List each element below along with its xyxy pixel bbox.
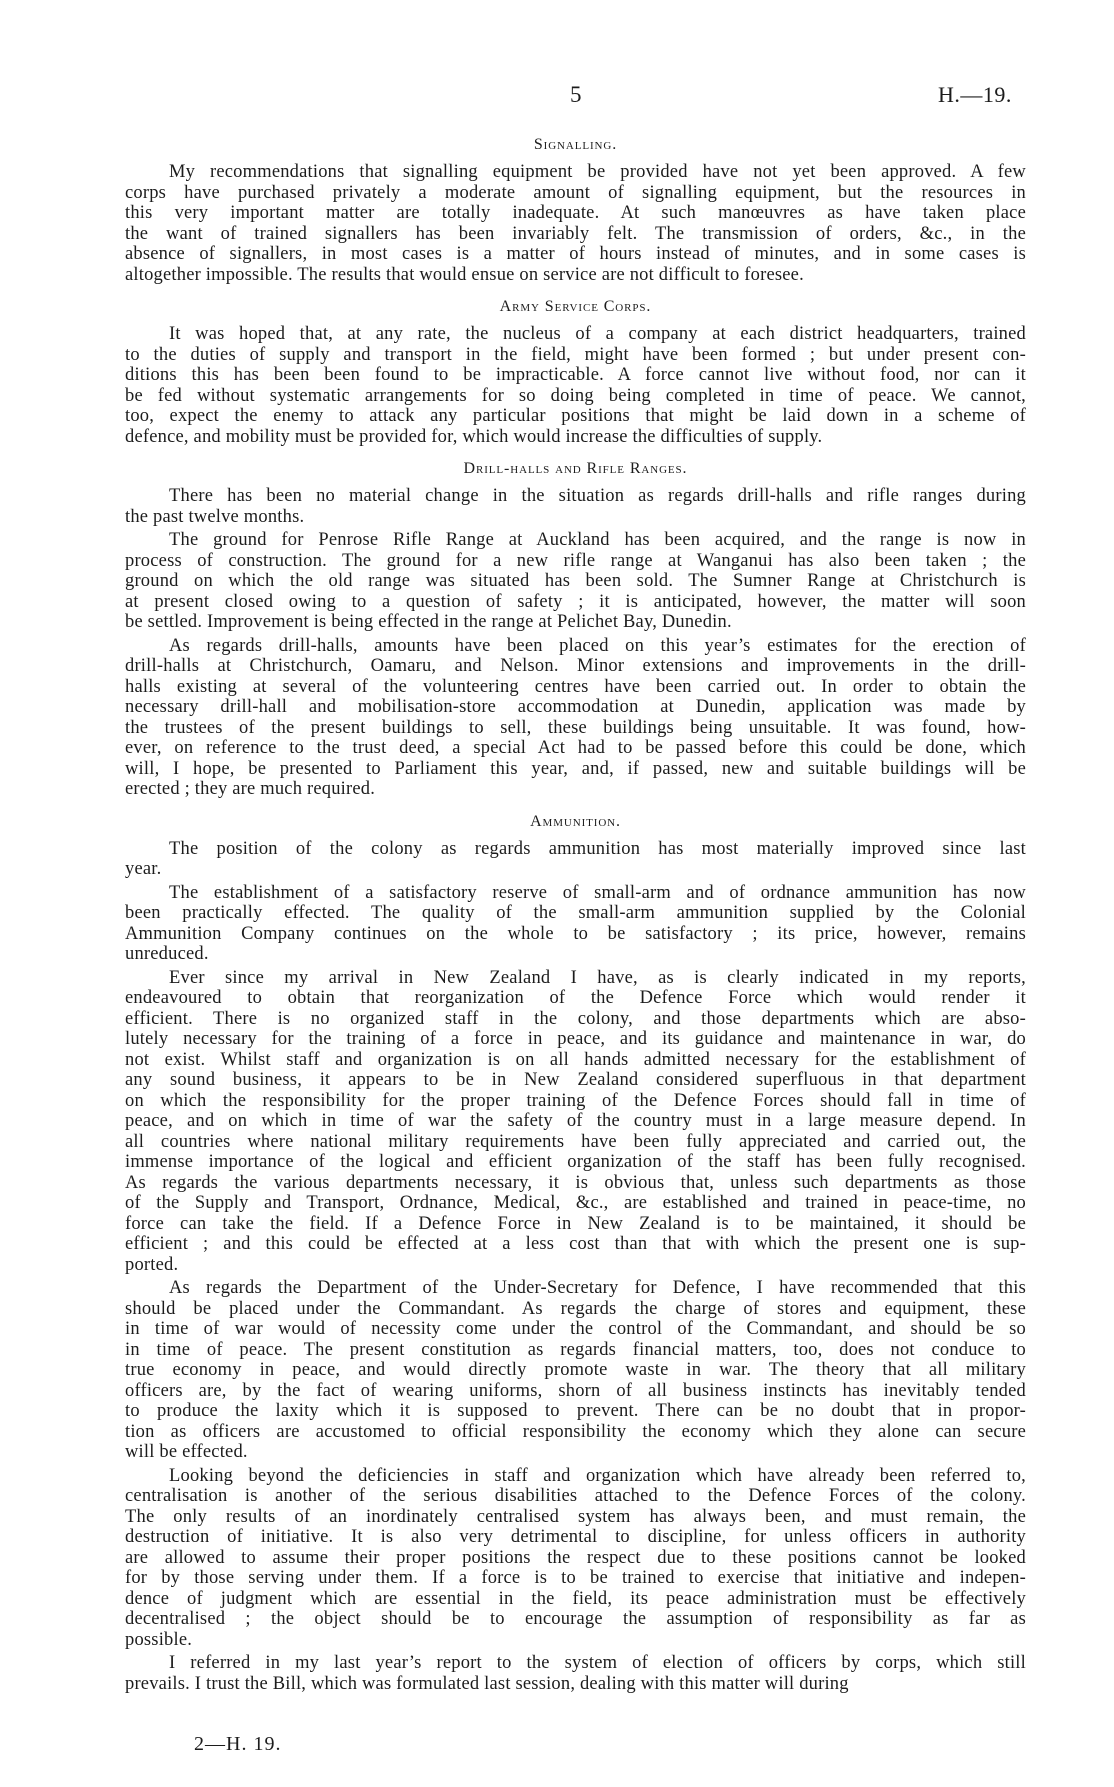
paragraph [125, 968, 1026, 1276]
text-line: should be placed under the Commandant. As regards the charge of stores and equipment, these [125, 1298, 1026, 1319]
paragraph [125, 1278, 1026, 1463]
text-line: true economy in peace, and would directly promote waste in war. The theory that all military [125, 1360, 1026, 1380]
text-line: process of construction. The ground for a new rifle range at Wanganui has also been taken ; the [125, 550, 1026, 571]
document-reference: H.—19. [938, 82, 1012, 107]
text-line: unreduced. [125, 944, 209, 964]
text-line: tion as officers are accustomed to official responsibility the economy which they alone can secure [125, 1421, 1026, 1442]
text-line: of the Supply and Transport, Ordnance, Medical, &c., are established and trained in peace-time, no [125, 1193, 1026, 1213]
section-heading: Army Service Corps. [499, 298, 652, 315]
text-line: destruction of initiative. It is also very detrimental to discipline, for unless officers in authority [125, 1527, 1026, 1547]
text-line: Ever since my arrival in New Zealand I have, as is clearly indicated in my reports, [169, 967, 1026, 988]
text-line: Ammunition Company continues on the whole to be satisfactory ; its price, however, remains [125, 923, 1026, 944]
text-line: The ground for Penrose Rifle Range at Auckland has been acquired, and the range is now in [169, 530, 1026, 550]
page-number: 5 [570, 82, 582, 107]
text-line: are allowed to assume their proper positions the respect due to these positions cannot be looked [125, 1547, 1026, 1568]
section-signalling [125, 135, 1026, 285]
text-line: officers are, by the fact of wearing uniforms, shorn of all business instincts has inevitably tended [125, 1380, 1026, 1401]
text-line: altogether impossible. The results that would ensue on service are not difficult to foresee. [125, 264, 804, 285]
text-line: It was hoped that, at any rate, the nucleus of a company at each district headquarters, trained [169, 324, 1026, 344]
text-line: As regards the various departments necessary, it is obvious that, unless such departments as those [125, 1172, 1026, 1193]
text-line: Looking beyond the deficiencies in staff and organization which have already been referred to, [169, 1465, 1026, 1486]
text-line: in time of war would of necessity come under the control of the Commandant, and should be so [125, 1319, 1026, 1339]
text-line: possible. [125, 1629, 193, 1650]
section-ammunition [125, 812, 1026, 1695]
text-line: be settled. Improvement is being effected in the range at Pelichet Bay, Dunedin. [125, 612, 732, 632]
section-drill-halls-and-rifle-ranges [125, 459, 1026, 800]
printer-signature-mark: 2—H. 19. [194, 1733, 282, 1755]
text-line: defence, and mobility must be provided for, which would increase the difficulties of supply. [125, 426, 823, 447]
text-line: The position of the colony as regards ammunition has most materially improved since last [169, 838, 1026, 859]
text-line: As regards the Department of the Under-Secretary for Defence, I have recommended that this [169, 1278, 1026, 1298]
text-line: prevails. I trust the Bill, which was formulated last session, dealing with this matter will during [125, 1673, 849, 1694]
text-line: ditions this has been been found to be impracticable. A force cannot live without food, nor can it [125, 365, 1026, 385]
text-line: the past twelve months. [125, 506, 305, 527]
text-line: too, expect the enemy to attack any particular positions that might be laid down in a scheme of [125, 406, 1026, 426]
paragraph [125, 1466, 1026, 1651]
section-army-service-corps [125, 297, 1026, 447]
text-line: lutely necessary for the training of a force in peace, and its guidance and maintenance in war, do [125, 1029, 1026, 1049]
text-line: force can take the field. If a Defence Force in New Zealand is to be maintained, it should be [125, 1213, 1026, 1234]
text-line: to produce the laxity which it is supposed to prevent. There can be no doubt that in propor- [125, 1401, 1026, 1421]
text-line: endeavoured to obtain that reorganization of the Defence Force which would render it [125, 988, 1026, 1008]
text-line: ground on which the old range was situated has been sold. The Sumner Range at Christchurch is [125, 571, 1026, 591]
text-line: for by those serving under them. If a force is to be trained to exercise that initiative and indepen- [125, 1568, 1026, 1588]
text-line: at present closed owing to a question of safety ; it is anticipated, however, the matter will soon [125, 591, 1026, 612]
text-line: centralisation is another of the serious disabilities attached to the Defence Forces of the colony. [125, 1486, 1026, 1506]
paragraph [125, 636, 1026, 800]
section-heading: Signalling. [533, 136, 618, 153]
text-line: the want of trained signallers has been invariably felt. The transmission of orders, &c., in the [125, 223, 1026, 244]
text-line: The only results of an inordinately centralised system has always been, and must remain, the [125, 1506, 1026, 1527]
document-body [125, 135, 1026, 1694]
text-line: The establishment of a satisfactory reserve of small-arm and of ordnance ammunition has now [169, 882, 1026, 903]
text-line: in time of peace. The present constitution as regards financial matters, too, does not conduce to [125, 1339, 1026, 1360]
text-line: been practically effected. The quality of the small-arm ammunition supplied by the Colonial [125, 903, 1026, 923]
paragraph [125, 883, 1026, 965]
text-line: I referred in my last year’s report to the system of election of officers by corps, which still [169, 1653, 1026, 1673]
text-line: dence of judgment which are essential in the field, its peace administration must be effectively [125, 1588, 1026, 1609]
section-heading: Ammunition. [530, 812, 621, 830]
paragraph [125, 839, 1026, 880]
text-line: My recommendations that signalling equipment be provided have not yet been approved. A few [169, 162, 1026, 182]
text-line: drill-halls at Christchurch, Oamaru, and Nelson. Minor extensions and improvements in the drill- [125, 656, 1026, 676]
text-line: As regards drill-halls, amounts have been placed on this year’s estimates for the erection of [169, 635, 1026, 656]
text-line: peace, and on which in time of war the safety of the country must in a large measure depend. In [125, 1111, 1026, 1131]
text-line: efficient ; and this could be effected at a less cost than that with which the present one is sup- [125, 1234, 1026, 1254]
text-line: decentralised ; the object should be to encourage the assumption of responsibility as far as [125, 1609, 1026, 1629]
text-line: be fed without systematic arrangements for so doing being completed in time of peace. We cannot, [125, 385, 1026, 406]
text-line: immense importance of the logical and efficient organization of the staff has been fully recognised. [125, 1152, 1026, 1172]
section-heading: Drill-halls and Rifle Ranges. [463, 460, 688, 477]
text-line: all countries where national military requirements have been fully appreciated and carried out, the [125, 1131, 1026, 1152]
paragraph [125, 486, 1026, 527]
text-line: not exist. Whilst staff and organization is on all hands admitted necessary for the establishment of [125, 1049, 1026, 1070]
text-line: year. [125, 859, 162, 879]
text-line: this very important matter are totally inadequate. At such manœuvres as have taken place [125, 203, 1026, 223]
text-line: will be effected. [125, 1442, 248, 1462]
text-line: to the duties of supply and transport in the field, might have been formed ; but under present con- [125, 344, 1026, 365]
text-line: erected ; they are much required. [125, 779, 376, 799]
text-line: will, I hope, be presented to Parliament this year, and, if passed, new and suitable buildings will be [125, 758, 1026, 779]
text-line: There has been no material change in the situation as regards drill-halls and rifle ranges during [169, 486, 1026, 506]
paragraph [125, 162, 1026, 285]
text-line: on which the responsibility for the proper training of the Defence Forces should fall in time of [125, 1090, 1026, 1111]
text-line: any sound business, it appears to be in New Zealand considered superfluous in that department [125, 1070, 1026, 1090]
text-line: efficient. There is no organized staff in the colony, and those departments which are abso- [125, 1008, 1026, 1029]
text-line: absence of signallers, in most cases is a matter of hours instead of minutes, and in some cases is [125, 244, 1026, 264]
text-line: ever, on reference to the trust deed, a special Act had to be passed before this could be done, which [125, 738, 1026, 758]
text-line: ported. [125, 1254, 179, 1275]
text-line: halls existing at several of the volunteering centres have been carried out. In order to obtain the [125, 676, 1026, 697]
paragraph [125, 1653, 1026, 1694]
paragraph [125, 324, 1026, 447]
paragraph [125, 530, 1026, 633]
text-line: the trustees of the present buildings to sell, these buildings being unsuitable. It was found, how- [125, 717, 1026, 738]
text-line: corps have purchased privately a moderate amount of signalling equipment, but the resources in [125, 182, 1026, 203]
text-line: necessary drill-hall and mobilisation-store accommodation at Dunedin, application was made by [125, 697, 1026, 717]
